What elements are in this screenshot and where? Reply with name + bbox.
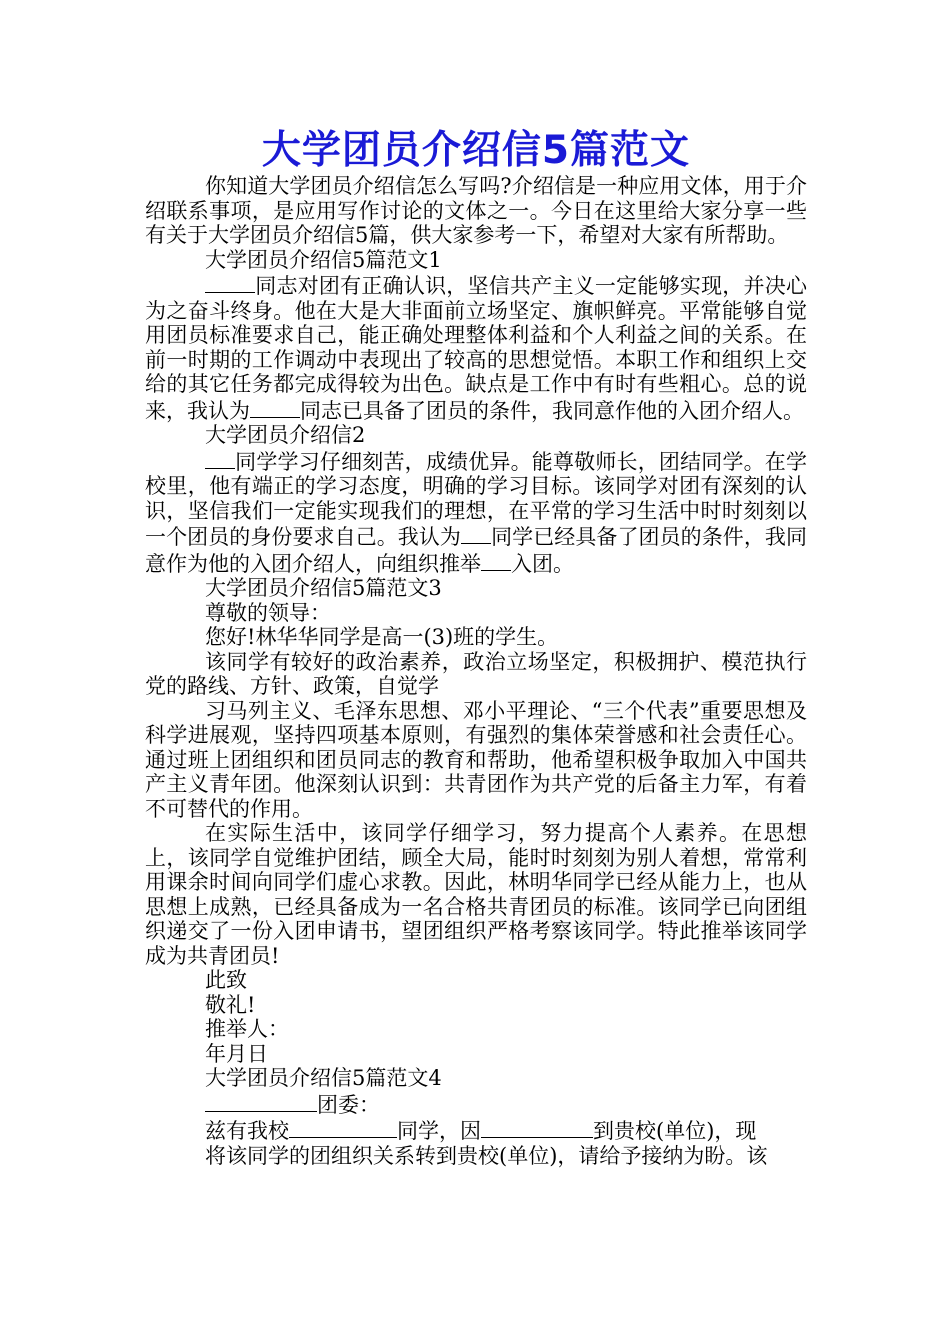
intro-paragraph: 你知道大学团员介绍信怎么写吗?介绍信是一种应用文体，用于介绍联系事项，是应用写作讨论的文体之一。今日在这里给大家分享一些有关于大学团员介绍信5篇，供大家参考一下，希望对大家有所帮助。 [145, 174, 807, 247]
section-4-committee [145, 1091, 807, 1118]
blank-underline [205, 272, 255, 293]
section-4-committee-label: 团委： [317, 1092, 380, 1117]
section-3-recommender: 推举人： [205, 1017, 289, 1041]
section-2-text-a: 同学学习仔细刻苦，成绩优异。能尊敬师长，团结同学。在学校里，他有端正的学习态度，明确的学习目标。该同学对团有深刻的认识，坚信我们一定能实现我们的理想，在平常的学习生活中时时刻刻以一个团员的身份要求自己。我认为 [145, 449, 807, 549]
section-3-closing-1: 此致 [205, 968, 247, 992]
section-2-text-b: 同学已经具备了团员的条件，我同意作为他的入团介绍人，向组织推举 [145, 525, 807, 576]
section-1-paragraph [145, 272, 807, 423]
section-3-date: 年月日 [205, 1041, 268, 1066]
blank-underline [205, 448, 235, 469]
section-3-paragraph-1: 该同学有较好的政治素养，政治立场坚定，积极拥护、模范执行党的路线、方针、政策，自觉学 [145, 649, 807, 698]
section-3-paragraph-2: 习马列主义、毛泽东思想、邓小平理论、“三个代表”重要思想及科学进展观，坚持四项基本原则，有强烈的集体荣誉感和社会责任心。通过班上团组织和团员同志的教育和帮助，他希望积极争取加入中国共产主义青年团。他深刻认识到：共青团作为共产党的后备主力军，有着不可替代的作用。 [145, 698, 807, 821]
blank-underline [205, 1091, 317, 1112]
section-4-line-1-a: 兹有我校 [205, 1119, 289, 1143]
section-1-heading: 大学团员介绍信5篇范文1 [205, 247, 442, 272]
section-4-heading: 大学团员介绍信5篇范文4 [205, 1066, 442, 1090]
document-page [145, 128, 807, 1168]
section-3-paragraph-3: 在实际生活中，该同学仔细学习，努力提高个人素养。在思想上，该同学自觉维护团结，顾全大局，能时时刻刻为别人着想，常常利用课余时间向同学们虚心求教。因此，林明华同学已经从能力上，也从思想上成熟，已经具备成为一名合格共青团员的标准。该同学已向团组织递交了一份入团申请书，望团组织严格考察该同学。特此推举该同学成为共青团员! [145, 821, 807, 968]
blank-underline [481, 1117, 593, 1138]
section-2-text-c: 入团。 [511, 551, 574, 576]
section-4-line-1-b: 同学，因 [397, 1119, 481, 1143]
blank-underline [461, 523, 491, 544]
section-2-heading: 大学团员介绍信2 [205, 423, 366, 447]
section-4-line-2: 将该同学的团组织关系转到贵校(单位)，请给予接纳为盼。该 [205, 1143, 768, 1168]
blank-underline [250, 397, 300, 418]
section-1-text-b: 同志已具备了团员的条件，我同意作他的入团介绍人。 [300, 398, 804, 423]
section-2-paragraph [145, 448, 807, 577]
blank-underline [481, 550, 511, 571]
section-4-line-1 [145, 1117, 807, 1144]
section-3-salutation: 尊敬的领导： [205, 600, 331, 625]
section-1-text-a: 同志对团有正确认识，坚信共产主义一定能够实现，并决心为之奋斗终身。他在大是大非面前立场坚定、旗帜鲜亮。平常能够自觉用团员标准要求自己，能正确处理整体利益和个人利益之间的关系。在前一时期的工作调动中表现出了较高的思想觉悟。本职工作和组织上交给的其它任务都完成得较为出色。缺点是工作中有时有些粗心。总的说来，我认为 [145, 274, 807, 423]
blank-underline [289, 1117, 397, 1138]
section-3-closing-2: 敬礼! [205, 992, 256, 1017]
section-3-greeting: 您好!林华华同学是高一(3)班的学生。 [205, 625, 559, 649]
document-title: 大学团员介绍信5篇范文 [261, 128, 691, 173]
section-4-line-1-c: 到贵校(单位)，现 [593, 1119, 757, 1143]
section-3-heading: 大学团员介绍信5篇范文3 [205, 576, 442, 600]
